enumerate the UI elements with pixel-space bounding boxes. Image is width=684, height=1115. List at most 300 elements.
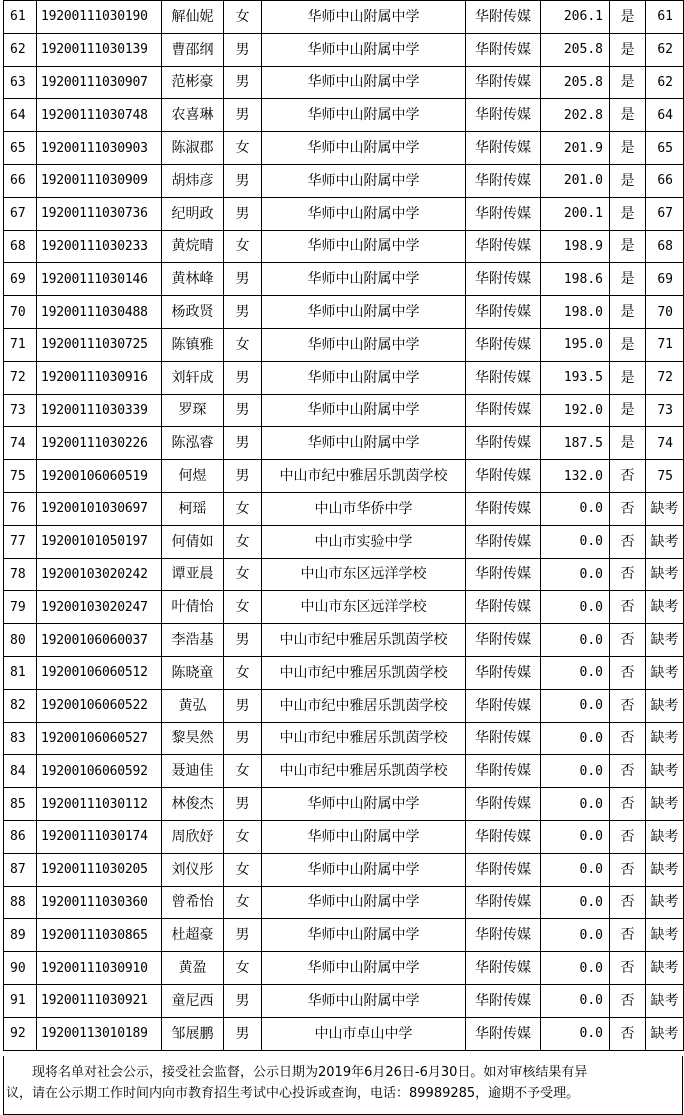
- cell-score: 132.0: [541, 460, 610, 493]
- table-row: [4, 886, 684, 919]
- table-row: [4, 394, 684, 427]
- cell-no: 86: [4, 820, 37, 853]
- cell-rank: 62: [646, 66, 684, 99]
- cell-program: 华附传媒: [466, 230, 541, 263]
- cell-rank: 68: [646, 230, 684, 263]
- cell-qualified: 否: [610, 492, 646, 525]
- table-row: [4, 722, 684, 755]
- cell-school: 中山市纪中雅居乐凯茵学校: [262, 656, 466, 689]
- table-row: [4, 427, 684, 460]
- cell-program: 华附传媒: [466, 263, 541, 296]
- cell-name: 黄烷晴: [162, 230, 224, 263]
- cell-name: 谭亚晨: [162, 558, 224, 591]
- cell-name: 何倩如: [162, 525, 224, 558]
- cell-name: 叶倩怡: [162, 591, 224, 624]
- cell-no: 81: [4, 656, 37, 689]
- cell-program: 华附传媒: [466, 296, 541, 329]
- cell-no: 92: [4, 1017, 37, 1050]
- notice-line-2: 议，请在公示期工作时间内向市教育招生考试中心投诉或查询，电话：89989285，逾期不予受理。: [6, 1086, 580, 1101]
- cell-qualified: 否: [610, 755, 646, 788]
- cell-exam-id: 19200103020247: [37, 591, 162, 624]
- cell-no: 71: [4, 328, 37, 361]
- cell-score: 192.0: [541, 394, 610, 427]
- cell-qualified: 否: [610, 984, 646, 1017]
- cell-name: 纪明政: [162, 197, 224, 230]
- table-row: [4, 132, 684, 165]
- cell-school: 华师中山附属中学: [262, 820, 466, 853]
- cell-name: 黄盈: [162, 952, 224, 985]
- cell-score: 0.0: [541, 1017, 610, 1050]
- cell-rank: 66: [646, 164, 684, 197]
- cell-score: 205.8: [541, 33, 610, 66]
- table-row: [4, 33, 684, 66]
- cell-school: 华师中山附属中学: [262, 952, 466, 985]
- cell-exam-id: 19200111030139: [37, 33, 162, 66]
- cell-no: 80: [4, 624, 37, 657]
- cell-program: 华附传媒: [466, 984, 541, 1017]
- cell-school: 华师中山附属中学: [262, 197, 466, 230]
- cell-name: 曹邵纲: [162, 33, 224, 66]
- cell-program: 华附传媒: [466, 755, 541, 788]
- cell-school: 华师中山附属中学: [262, 328, 466, 361]
- cell-qualified: 是: [610, 328, 646, 361]
- cell-gender: 女: [224, 558, 262, 591]
- cell-rank: 缺考: [646, 656, 684, 689]
- cell-score: 198.6: [541, 263, 610, 296]
- cell-school: 华师中山附属中学: [262, 263, 466, 296]
- cell-program: 华附传媒: [466, 591, 541, 624]
- cell-name: 陈镇雅: [162, 328, 224, 361]
- cell-gender: 女: [224, 492, 262, 525]
- results-sheet: [3, 0, 683, 1051]
- table-row: [4, 263, 684, 296]
- cell-score: 198.9: [541, 230, 610, 263]
- cell-score: 206.1: [541, 1, 610, 34]
- cell-program: 华附传媒: [466, 886, 541, 919]
- cell-school: 华师中山附属中学: [262, 788, 466, 821]
- cell-gender: 女: [224, 656, 262, 689]
- table-row: [4, 591, 684, 624]
- table-row: [4, 197, 684, 230]
- cell-qualified: 是: [610, 263, 646, 296]
- cell-exam-id: 19200111030748: [37, 99, 162, 132]
- cell-school: 中山市华侨中学: [262, 492, 466, 525]
- table-row: [4, 328, 684, 361]
- cell-no: 73: [4, 394, 37, 427]
- cell-score: 200.1: [541, 197, 610, 230]
- cell-program: 华附传媒: [466, 427, 541, 460]
- cell-program: 华附传媒: [466, 164, 541, 197]
- cell-score: 0.0: [541, 788, 610, 821]
- cell-no: 77: [4, 525, 37, 558]
- cell-qualified: 否: [610, 656, 646, 689]
- cell-gender: 男: [224, 263, 262, 296]
- cell-qualified: 是: [610, 66, 646, 99]
- cell-no: 61: [4, 1, 37, 34]
- cell-no: 68: [4, 230, 37, 263]
- cell-score: 0.0: [541, 624, 610, 657]
- cell-gender: 女: [224, 853, 262, 886]
- cell-gender: 女: [224, 132, 262, 165]
- cell-school: 中山市纪中雅居乐凯茵学校: [262, 460, 466, 493]
- cell-program: 华附传媒: [466, 820, 541, 853]
- cell-gender: 男: [224, 427, 262, 460]
- cell-score: 205.8: [541, 66, 610, 99]
- cell-no: 88: [4, 886, 37, 919]
- table-row: [4, 624, 684, 657]
- cell-no: 63: [4, 66, 37, 99]
- cell-no: 78: [4, 558, 37, 591]
- cell-exam-id: 19200111030736: [37, 197, 162, 230]
- cell-gender: 男: [224, 984, 262, 1017]
- cell-qualified: 否: [610, 624, 646, 657]
- cell-qualified: 否: [610, 788, 646, 821]
- cell-program: 华附传媒: [466, 361, 541, 394]
- results-table: [3, 0, 684, 1051]
- cell-name: 陈淑郡: [162, 132, 224, 165]
- cell-gender: 男: [224, 689, 262, 722]
- cell-qualified: 否: [610, 525, 646, 558]
- cell-rank: 71: [646, 328, 684, 361]
- cell-rank: 缺考: [646, 755, 684, 788]
- cell-score: 0.0: [541, 656, 610, 689]
- cell-qualified: 否: [610, 919, 646, 952]
- cell-rank: 缺考: [646, 952, 684, 985]
- cell-exam-id: 19200111030909: [37, 164, 162, 197]
- cell-exam-id: 19200111030146: [37, 263, 162, 296]
- cell-no: 70: [4, 296, 37, 329]
- cell-qualified: 是: [610, 33, 646, 66]
- cell-no: 83: [4, 722, 37, 755]
- cell-program: 华附传媒: [466, 853, 541, 886]
- cell-no: 76: [4, 492, 37, 525]
- cell-school: 中山市东区远洋学校: [262, 591, 466, 624]
- cell-name: 聂迪佳: [162, 755, 224, 788]
- cell-rank: 70: [646, 296, 684, 329]
- table-row: [4, 1017, 684, 1050]
- cell-score: 0.0: [541, 689, 610, 722]
- cell-name: 杨政贤: [162, 296, 224, 329]
- cell-name: 黄弘: [162, 689, 224, 722]
- cell-no: 74: [4, 427, 37, 460]
- cell-gender: 男: [224, 919, 262, 952]
- cell-name: 刘仪彤: [162, 853, 224, 886]
- table-row: [4, 984, 684, 1017]
- cell-program: 华附传媒: [466, 788, 541, 821]
- cell-qualified: 是: [610, 394, 646, 427]
- cell-program: 华附传媒: [466, 689, 541, 722]
- cell-qualified: 是: [610, 132, 646, 165]
- cell-rank: 74: [646, 427, 684, 460]
- cell-name: 黄林峰: [162, 263, 224, 296]
- cell-no: 66: [4, 164, 37, 197]
- cell-program: 华附传媒: [466, 492, 541, 525]
- notice-line-1: 现将名单对社会公示，接受社会监督，公示日期为2019年6月26日-6月30日。如对审核结果有异: [32, 1065, 588, 1080]
- cell-school: 华师中山附属中学: [262, 361, 466, 394]
- cell-rank: 缺考: [646, 919, 684, 952]
- cell-score: 198.0: [541, 296, 610, 329]
- cell-gender: 女: [224, 230, 262, 263]
- cell-qualified: 否: [610, 460, 646, 493]
- cell-school: 华师中山附属中学: [262, 99, 466, 132]
- table-row: [4, 558, 684, 591]
- cell-no: 64: [4, 99, 37, 132]
- cell-school: 中山市纪中雅居乐凯茵学校: [262, 722, 466, 755]
- cell-school: 华师中山附属中学: [262, 886, 466, 919]
- cell-exam-id: 19200111030174: [37, 820, 162, 853]
- cell-score: 0.0: [541, 820, 610, 853]
- cell-qualified: 是: [610, 1, 646, 34]
- cell-exam-id: 19200111030907: [37, 66, 162, 99]
- cell-school: 华师中山附属中学: [262, 33, 466, 66]
- cell-score: 201.0: [541, 164, 610, 197]
- cell-school: 华师中山附属中学: [262, 1, 466, 34]
- cell-score: 0.0: [541, 722, 610, 755]
- cell-name: 林俊杰: [162, 788, 224, 821]
- cell-qualified: 是: [610, 197, 646, 230]
- cell-school: 中山市东区远洋学校: [262, 558, 466, 591]
- cell-score: 0.0: [541, 886, 610, 919]
- cell-score: 0.0: [541, 492, 610, 525]
- cell-rank: 缺考: [646, 525, 684, 558]
- cell-program: 华附传媒: [466, 952, 541, 985]
- cell-no: 72: [4, 361, 37, 394]
- cell-score: 0.0: [541, 919, 610, 952]
- cell-exam-id: 19200111030205: [37, 853, 162, 886]
- table-row: [4, 689, 684, 722]
- cell-rank: 缺考: [646, 820, 684, 853]
- cell-gender: 女: [224, 755, 262, 788]
- cell-score: 201.9: [541, 132, 610, 165]
- cell-rank: 73: [646, 394, 684, 427]
- cell-exam-id: 19200106060512: [37, 656, 162, 689]
- table-row: [4, 656, 684, 689]
- cell-gender: 女: [224, 525, 262, 558]
- cell-exam-id: 19200111030112: [37, 788, 162, 821]
- cell-exam-id: 19200111030921: [37, 984, 162, 1017]
- results-table-body: [4, 1, 684, 1051]
- cell-score: 0.0: [541, 558, 610, 591]
- cell-program: 华附传媒: [466, 624, 541, 657]
- cell-score: 0.0: [541, 952, 610, 985]
- cell-exam-id: 19200111030233: [37, 230, 162, 263]
- cell-exam-id: 19200103020242: [37, 558, 162, 591]
- cell-gender: 男: [224, 394, 262, 427]
- cell-exam-id: 19200113010189: [37, 1017, 162, 1050]
- cell-exam-id: 19200111030910: [37, 952, 162, 985]
- cell-no: 67: [4, 197, 37, 230]
- cell-gender: 男: [224, 33, 262, 66]
- cell-program: 华附传媒: [466, 558, 541, 591]
- cell-name: 陈晓童: [162, 656, 224, 689]
- cell-name: 胡炜彦: [162, 164, 224, 197]
- cell-score: 0.0: [541, 755, 610, 788]
- cell-name: 何煜: [162, 460, 224, 493]
- cell-school: 华师中山附属中学: [262, 919, 466, 952]
- cell-gender: 男: [224, 66, 262, 99]
- cell-school: 中山市卓山中学: [262, 1017, 466, 1050]
- cell-gender: 女: [224, 886, 262, 919]
- cell-exam-id: 19200106060522: [37, 689, 162, 722]
- cell-program: 华附传媒: [466, 394, 541, 427]
- cell-no: 85: [4, 788, 37, 821]
- cell-rank: 67: [646, 197, 684, 230]
- cell-school: 中山市实验中学: [262, 525, 466, 558]
- cell-name: 曾希怡: [162, 886, 224, 919]
- cell-qualified: 否: [610, 853, 646, 886]
- cell-no: 90: [4, 952, 37, 985]
- cell-gender: 女: [224, 328, 262, 361]
- table-row: [4, 492, 684, 525]
- table-row: [4, 164, 684, 197]
- cell-exam-id: 19200106060519: [37, 460, 162, 493]
- cell-name: 邹展鹏: [162, 1017, 224, 1050]
- cell-rank: 75: [646, 460, 684, 493]
- cell-exam-id: 19200111030226: [37, 427, 162, 460]
- cell-program: 华附传媒: [466, 656, 541, 689]
- cell-school: 华师中山附属中学: [262, 427, 466, 460]
- cell-name: 刘轩成: [162, 361, 224, 394]
- table-row: [4, 788, 684, 821]
- cell-exam-id: 19200106060527: [37, 722, 162, 755]
- cell-exam-id: 19200111030339: [37, 394, 162, 427]
- cell-exam-id: 19200111030360: [37, 886, 162, 919]
- cell-gender: 男: [224, 296, 262, 329]
- table-row: [4, 66, 684, 99]
- cell-program: 华附传媒: [466, 525, 541, 558]
- cell-rank: 61: [646, 1, 684, 34]
- cell-rank: 64: [646, 99, 684, 132]
- cell-name: 柯瑶: [162, 492, 224, 525]
- cell-no: 91: [4, 984, 37, 1017]
- cell-program: 华附传媒: [466, 460, 541, 493]
- cell-rank: 62: [646, 33, 684, 66]
- cell-rank: 缺考: [646, 984, 684, 1017]
- cell-gender: 女: [224, 591, 262, 624]
- cell-school: 华师中山附属中学: [262, 394, 466, 427]
- cell-gender: 男: [224, 361, 262, 394]
- cell-exam-id: 19200106060037: [37, 624, 162, 657]
- cell-gender: 女: [224, 820, 262, 853]
- cell-qualified: 否: [610, 820, 646, 853]
- cell-exam-id: 19200111030916: [37, 361, 162, 394]
- table-row: [4, 525, 684, 558]
- cell-rank: 缺考: [646, 492, 684, 525]
- table-row: [4, 755, 684, 788]
- cell-no: 65: [4, 132, 37, 165]
- cell-program: 华附传媒: [466, 132, 541, 165]
- cell-gender: 男: [224, 164, 262, 197]
- cell-qualified: 是: [610, 296, 646, 329]
- cell-score: 0.0: [541, 591, 610, 624]
- cell-no: 62: [4, 33, 37, 66]
- cell-rank: 72: [646, 361, 684, 394]
- table-row: [4, 820, 684, 853]
- cell-name: 罗琛: [162, 394, 224, 427]
- cell-name: 解仙妮: [162, 1, 224, 34]
- cell-no: 89: [4, 919, 37, 952]
- cell-qualified: 是: [610, 99, 646, 132]
- cell-score: 195.0: [541, 328, 610, 361]
- cell-rank: 缺考: [646, 591, 684, 624]
- cell-qualified: 是: [610, 427, 646, 460]
- cell-school: 华师中山附属中学: [262, 230, 466, 263]
- cell-qualified: 否: [610, 722, 646, 755]
- cell-program: 华附传媒: [466, 197, 541, 230]
- cell-name: 陈泓睿: [162, 427, 224, 460]
- table-row: [4, 361, 684, 394]
- cell-school: 华师中山附属中学: [262, 66, 466, 99]
- cell-gender: 男: [224, 1017, 262, 1050]
- cell-name: 范彬豪: [162, 66, 224, 99]
- cell-exam-id: 19200111030725: [37, 328, 162, 361]
- cell-score: 0.0: [541, 853, 610, 886]
- cell-no: 75: [4, 460, 37, 493]
- cell-no: 69: [4, 263, 37, 296]
- cell-school: 中山市纪中雅居乐凯茵学校: [262, 689, 466, 722]
- cell-exam-id: 19200106060592: [37, 755, 162, 788]
- cell-name: 黎昊然: [162, 722, 224, 755]
- cell-score: 0.0: [541, 984, 610, 1017]
- cell-rank: 缺考: [646, 1017, 684, 1050]
- cell-qualified: 否: [610, 1017, 646, 1050]
- cell-program: 华附传媒: [466, 1, 541, 34]
- cell-rank: 缺考: [646, 722, 684, 755]
- cell-gender: 男: [224, 624, 262, 657]
- cell-name: 农喜琳: [162, 99, 224, 132]
- cell-score: 187.5: [541, 427, 610, 460]
- cell-program: 华附传媒: [466, 33, 541, 66]
- cell-rank: 缺考: [646, 558, 684, 591]
- cell-program: 华附传媒: [466, 66, 541, 99]
- cell-rank: 缺考: [646, 624, 684, 657]
- cell-gender: 男: [224, 197, 262, 230]
- cell-name: 童尼西: [162, 984, 224, 1017]
- cell-school: 华师中山附属中学: [262, 296, 466, 329]
- cell-name: 李浩基: [162, 624, 224, 657]
- table-row: [4, 99, 684, 132]
- cell-school: 华师中山附属中学: [262, 132, 466, 165]
- cell-score: 202.8: [541, 99, 610, 132]
- cell-no: 87: [4, 853, 37, 886]
- cell-rank: 69: [646, 263, 684, 296]
- cell-program: 华附传媒: [466, 722, 541, 755]
- cell-name: 杜超豪: [162, 919, 224, 952]
- cell-rank: 缺考: [646, 788, 684, 821]
- cell-qualified: 否: [610, 558, 646, 591]
- cell-qualified: 是: [610, 230, 646, 263]
- table-row: [4, 460, 684, 493]
- cell-exam-id: 19200111030488: [37, 296, 162, 329]
- cell-exam-id: 19200111030190: [37, 1, 162, 34]
- cell-no: 82: [4, 689, 37, 722]
- cell-exam-id: 19200101030697: [37, 492, 162, 525]
- cell-program: 华附传媒: [466, 1017, 541, 1050]
- cell-gender: 女: [224, 1, 262, 34]
- table-row: [4, 919, 684, 952]
- cell-gender: 女: [224, 952, 262, 985]
- cell-qualified: 否: [610, 591, 646, 624]
- cell-score: 0.0: [541, 525, 610, 558]
- cell-qualified: 否: [610, 952, 646, 985]
- cell-school: 华师中山附属中学: [262, 164, 466, 197]
- cell-exam-id: 19200101050197: [37, 525, 162, 558]
- table-row: [4, 853, 684, 886]
- cell-score: 193.5: [541, 361, 610, 394]
- cell-no: 84: [4, 755, 37, 788]
- cell-program: 华附传媒: [466, 328, 541, 361]
- cell-gender: 男: [224, 460, 262, 493]
